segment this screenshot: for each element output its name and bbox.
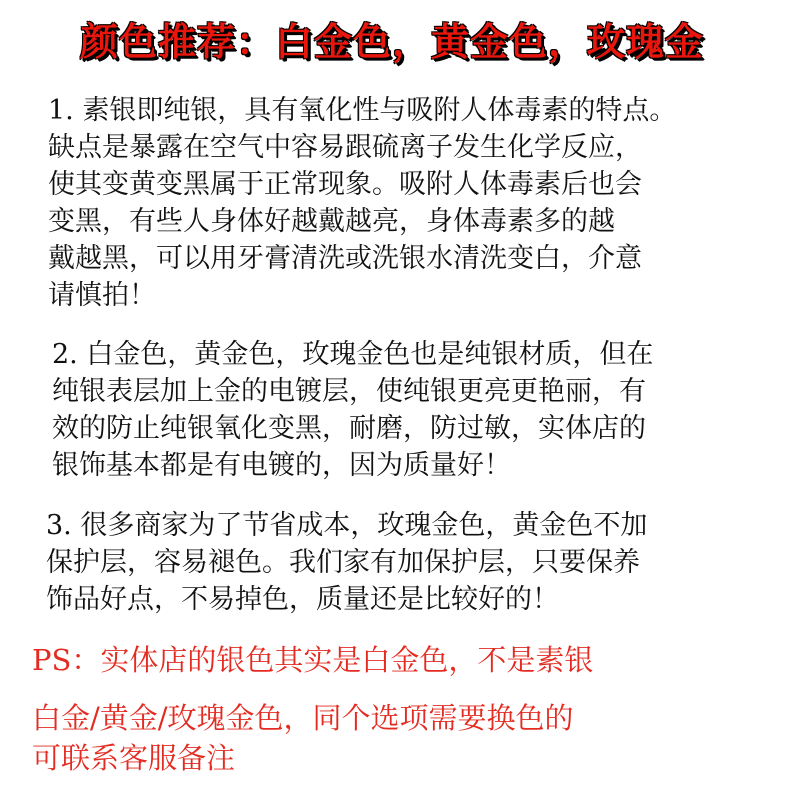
paragraph-2	[52, 336, 653, 484]
paragraph-2-line: 银饰基本都是有电镀的，因为质量好！	[52, 450, 511, 481]
color-change-note	[32, 698, 574, 778]
color-change-note-line: 可联系客服备注	[32, 741, 236, 775]
page-title: 颜色推荐：白金色，黄金色，玫瑰金	[80, 20, 705, 64]
paragraph-3-line: 饰品好点，不易掉色，质量还是比较好的！	[46, 584, 559, 615]
paragraph-3-line: 3. 很多商家为了节省成本，玫瑰金色，黄金色不加	[46, 510, 648, 541]
paragraph-1-line: 使其变黄变黑属于正常现象。吸附人体毒素后也会	[48, 169, 642, 200]
paragraph-1-line: 1. 素银即纯银，具有氧化性与吸附人体毒素的特点。	[48, 95, 677, 126]
color-change-note-line: 白金/黄金/玫瑰金色，同个选项需要换色的	[32, 701, 574, 735]
paragraph-1-line: 戴越黑，可以用牙膏清洗或洗银水清洗变白，介意	[48, 243, 642, 274]
paragraph-1-line: 请慎拍！	[48, 280, 156, 311]
paragraph-2-line: 效的防止纯银氧化变黑，耐磨，防过敏，实体店的	[52, 413, 646, 444]
paragraph-3-line: 保护层，容易褪色。我们家有加保护层，只要保养	[46, 547, 640, 578]
paragraph-2-line: 纯银表层加上金的电镀层，使纯银更亮更艳丽，有	[52, 376, 646, 407]
paragraph-1-line: 缺点是暴露在空气中容易跟硫离子发生化学反应，	[48, 132, 642, 163]
paragraph-1	[48, 92, 676, 314]
paragraph-1-line: 变黑，有些人身体好越戴越亮，身体毒素多的越	[48, 206, 615, 237]
ps-note: PS：实体店的银色其实是白金色，不是素银	[32, 643, 594, 677]
paragraph-2-line: 2. 白金色，黄金色，玫瑰金色也是纯银材质，但在	[52, 339, 654, 370]
paragraph-3	[46, 507, 647, 618]
